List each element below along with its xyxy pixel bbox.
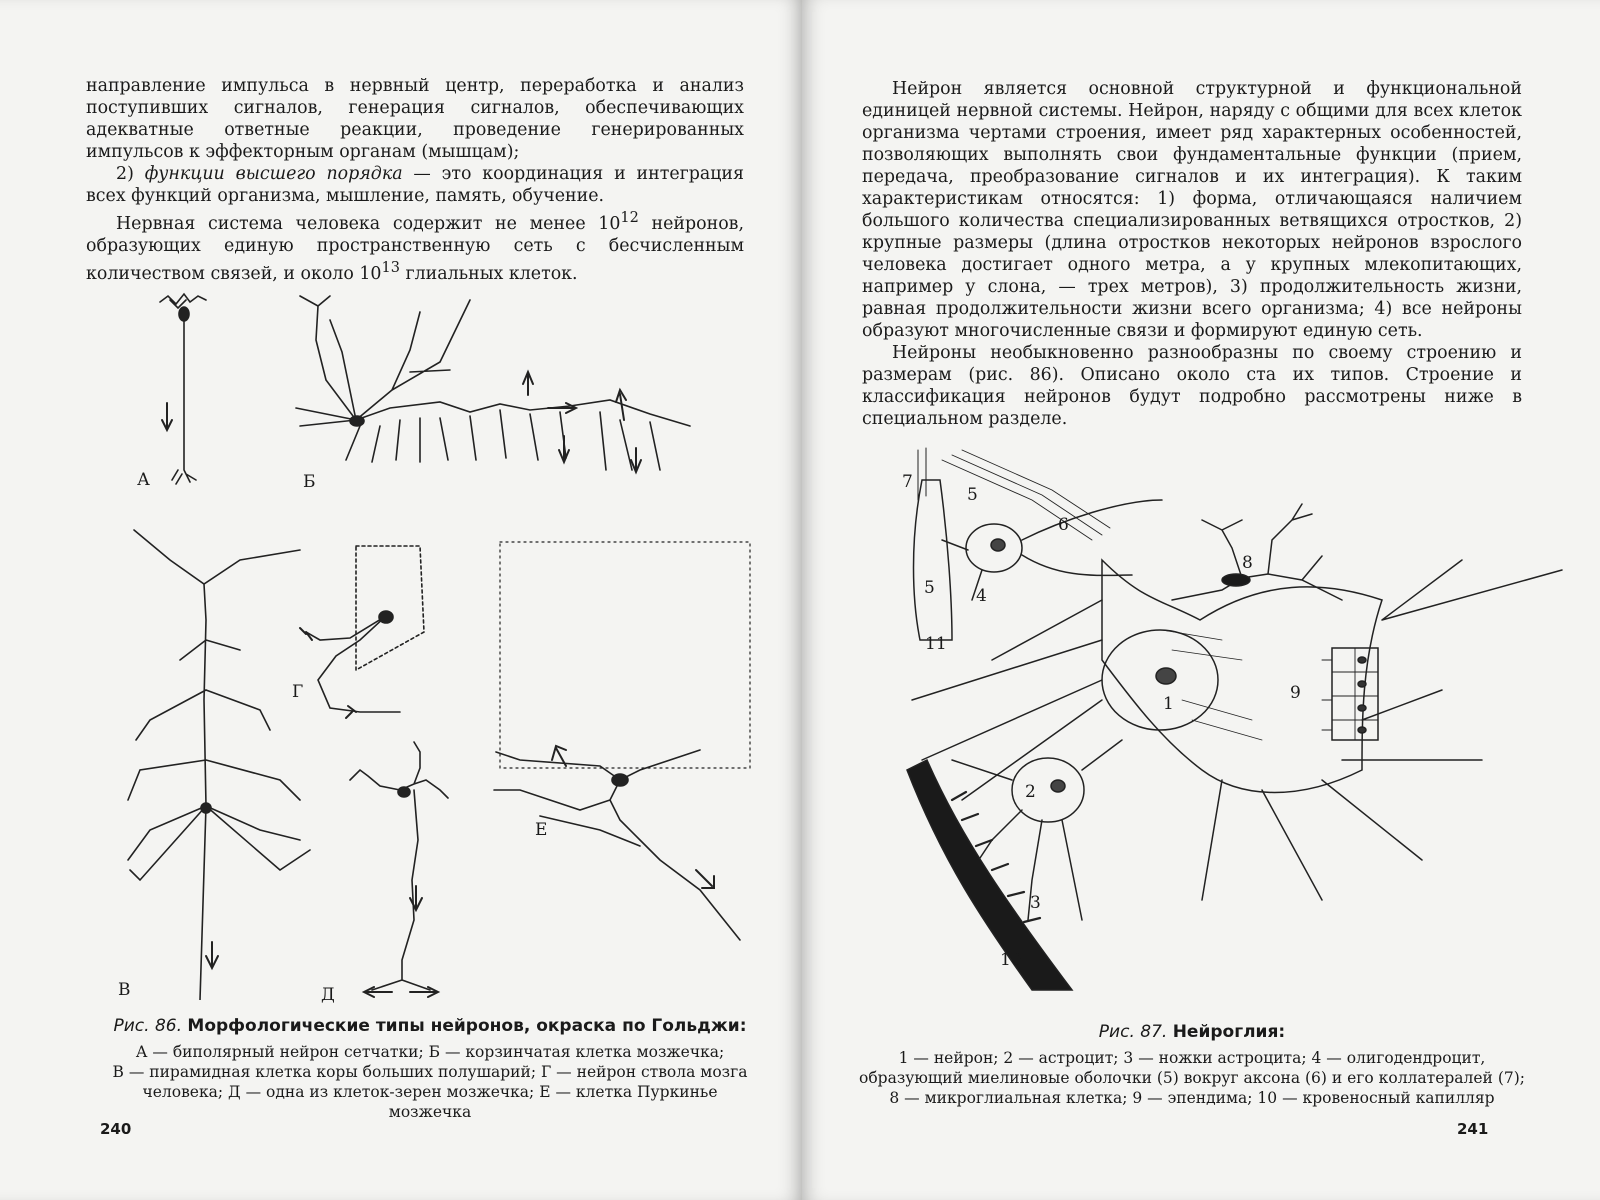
neuron-types-figure bbox=[0, 0, 802, 1000]
paragraph-text: глиальных клеток. bbox=[399, 263, 578, 284]
figure-label-10: 10 bbox=[1000, 950, 1022, 970]
figure-label-4: 4 bbox=[976, 586, 987, 606]
figure-label-3: 3 bbox=[1030, 893, 1041, 913]
figure-label-5a: 5 bbox=[967, 485, 978, 505]
figure-label-d: Д bbox=[321, 985, 335, 1005]
caption-line: А — биполярный нейрон сетчатки; Б — корзинчатая клетка мозжечка; bbox=[135, 1043, 725, 1061]
figure-label-e: Е bbox=[535, 820, 548, 840]
superscript: 13 bbox=[381, 259, 400, 276]
paragraph-text: — это координация и интеграция всех функций организма, мышление, память, обучение. bbox=[86, 164, 744, 206]
figure-label-5b: 5 bbox=[924, 578, 935, 598]
caption-title bbox=[100, 1016, 760, 1036]
ependyma bbox=[1322, 648, 1378, 740]
figure-label-6: 6 bbox=[1058, 515, 1069, 535]
caption-line: 1 — нейрон; 2 — астроцит; 3 — ножки астроцита; 4 — олигодендроцит, bbox=[898, 1049, 1486, 1067]
figure-a-bipolar-neuron bbox=[160, 294, 206, 484]
figure-label-a: А bbox=[137, 470, 150, 490]
caption-line: 8 — микроглиальная клетка; 9 — эпендима; 10 — кровеносный капилляр bbox=[889, 1089, 1495, 1107]
caption-line: образующий миелиновые оболочки (5) вокруг аксона (6) и его коллатералей (7); bbox=[859, 1069, 1525, 1087]
figure-label-v: В bbox=[118, 980, 131, 1000]
emphasis: функции высшего порядка bbox=[144, 164, 403, 184]
paragraph: Нейроны необыкновенно разнообразны по своему строению и размерам (рис. 86). Описано около ста их типов. Строение и классификация нейронов будут подробно рассмотрены ниже в специальном разделе. bbox=[862, 343, 1522, 429]
figure-label-1: 1 bbox=[1163, 694, 1174, 714]
list-number: 2) bbox=[116, 164, 145, 184]
neuron-body bbox=[912, 560, 1562, 900]
figure-label-b: Б bbox=[303, 472, 316, 492]
figure-b-basket-cell bbox=[296, 296, 690, 472]
caption-title bbox=[842, 1022, 1542, 1042]
figure-label-8: 8 bbox=[1242, 553, 1253, 573]
figure-label-9: 9 bbox=[1290, 683, 1301, 703]
figure-g-brainstem-neuron bbox=[300, 546, 424, 718]
figure-title: Нейроглия: bbox=[1172, 1022, 1286, 1042]
caption-line: человека; Д — одна из клеток-зерен мозжечка; Е — клетка Пуркинье мозжечка bbox=[142, 1083, 718, 1121]
figure-label-7: 7 bbox=[902, 472, 913, 492]
blood-capillary bbox=[907, 760, 1072, 990]
figure-label-11: 11 bbox=[925, 634, 947, 654]
superscript: 12 bbox=[620, 210, 639, 226]
paragraph: Нейрон является основной структурной и функциональной единицей нервной системы. Нейрон, наряду с общими для всех клеток организма чертами строения, имеет ряд характерных особенностей, позволяющих выполнять свои фундаментальные функции (прием, передача, преобразование сигналов и их интеграция). К таким характеристикам относятся: 1) форма, отличающаяся наличием большого количества специализированных ветвящихся отростков, 2) крупные размеры (длина отростков некоторых нейронов взрослого человека достигает одного метра, а у крупных млекопитающих, например у слона, — трех метров), 3) продолжительность жизни, равная продолжительности жизни всего организма; 4) все нейроны образуют многочисленные связи и формируют единую сеть. bbox=[862, 79, 1522, 341]
figure-e-purkinje-cell bbox=[494, 542, 750, 940]
page-number: 241 bbox=[1457, 1120, 1489, 1138]
oligodendrocyte bbox=[914, 448, 1163, 640]
figure-d-granule-cell bbox=[350, 742, 448, 997]
figure-title: Морфологические типы нейронов, окраска по Гольджи: bbox=[187, 1016, 747, 1036]
figure-number: Рис. 86. bbox=[113, 1016, 182, 1036]
paragraph: направление импульса в нервный центр, переработка и анализ поступивших сигналов, генерация сигналов, обеспечивающих адекватные ответные реакции, проведение генерированных импульсов к эффекторным органам (мышцам); bbox=[86, 76, 744, 162]
paragraph-text: Нервная система человека содержит не менее 10 bbox=[116, 213, 621, 234]
figure-label-2: 2 bbox=[1025, 782, 1036, 802]
neuroglia-figure bbox=[802, 0, 1600, 1010]
figure-v-pyramidal-cell bbox=[128, 530, 310, 1000]
figure-number: Рис. 87. bbox=[1098, 1022, 1168, 1042]
right-page bbox=[802, 0, 1600, 1200]
figure-label-g: Г bbox=[292, 682, 304, 702]
microglial-cell bbox=[1172, 504, 1342, 600]
paragraph-text: нейронов, образующих единую пространственную сеть с бесчисленным количеством связей, и около 10 bbox=[86, 213, 745, 284]
page-number: 240 bbox=[100, 1120, 132, 1138]
figure-86-caption bbox=[100, 1016, 760, 1122]
figure-87-caption bbox=[842, 1022, 1542, 1108]
caption-line: В — пирамидная клетка коры больших полушарий; Г — нейрон ствола мозга bbox=[112, 1063, 748, 1081]
